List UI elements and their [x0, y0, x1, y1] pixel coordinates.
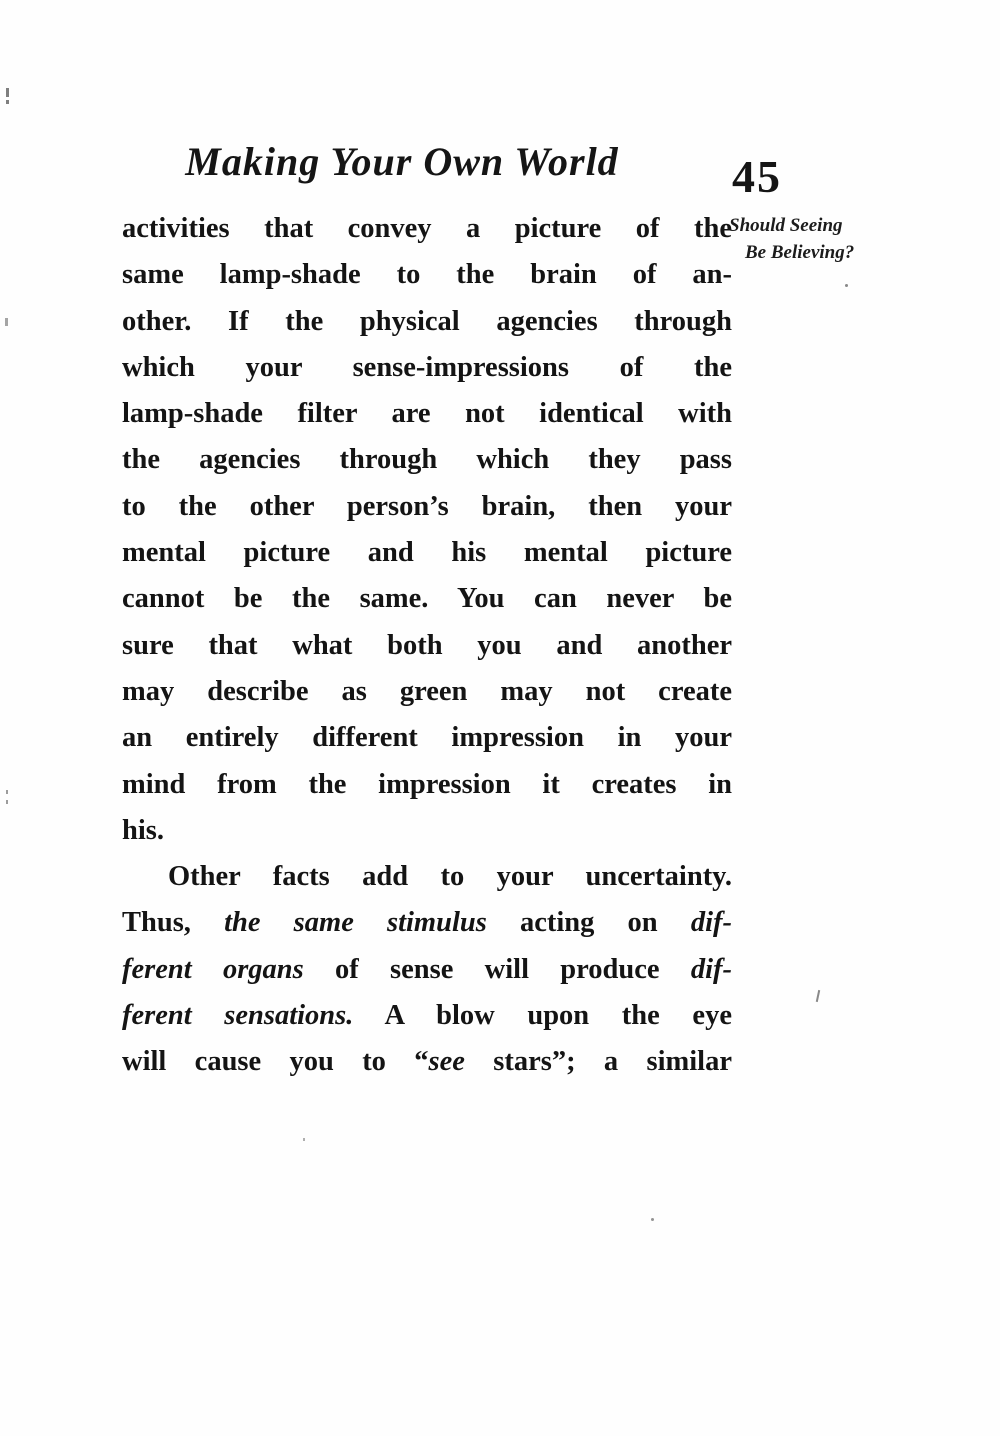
- scan-artifact: [6, 100, 9, 104]
- text-segment: will cause you to “: [122, 1046, 429, 1078]
- text-segment-italic: ferent organs: [122, 953, 304, 985]
- text-line: other. If the physical agencies through: [122, 305, 732, 337]
- page-number: 45: [732, 151, 782, 202]
- text-segment: A blow upon the eye: [353, 1000, 732, 1032]
- text-segment-italic: dif-: [690, 907, 732, 939]
- scan-artifact: [845, 284, 848, 287]
- text-segment-italic: dif-: [690, 953, 732, 985]
- text-line: an entirely different impression in your: [122, 722, 732, 754]
- margin-note-line: Should Seeing: [729, 215, 843, 236]
- text-line: mental picture and his mental picture: [122, 537, 732, 569]
- paragraph-1: [122, 206, 732, 854]
- text-line: same lamp-shade to the brain of an-: [122, 259, 732, 291]
- text-segment: Thus,: [122, 907, 225, 939]
- text-line: mind from the impression it creates in: [122, 768, 732, 800]
- paragraph-2: [122, 854, 732, 1085]
- text-line: [122, 993, 732, 1039]
- text-line: [122, 947, 732, 993]
- text-segment-italic: see: [428, 1046, 465, 1078]
- text-line: cannot be the same. You can never be: [122, 583, 732, 615]
- text-segment: of sense will produce: [303, 953, 691, 985]
- scan-artifact: [6, 790, 8, 794]
- scan-artifact: [6, 800, 8, 804]
- text-line: to the other person’s brain, then your: [122, 490, 732, 522]
- text-line: [122, 900, 732, 946]
- scan-artifact: [303, 1138, 305, 1141]
- scan-artifact: [6, 88, 9, 97]
- margin-note-line: Be Believing?: [745, 242, 855, 263]
- running-head-title: Making Your Own World: [185, 139, 619, 184]
- text-line: may describe as green may not create: [122, 675, 732, 707]
- text-segment-italic: the same stimulus: [224, 907, 487, 939]
- scan-artifact: [5, 318, 8, 326]
- text-segment-italic: ferent sensations.: [122, 1000, 354, 1032]
- text-line: activities that convey a picture of the: [122, 213, 732, 244]
- text-segment: acting on: [486, 907, 691, 939]
- margin-note: [729, 212, 899, 266]
- text-line: [122, 1039, 732, 1085]
- text-line: which your sense-impressions of the: [122, 351, 732, 383]
- text-segment: stars”; a similar: [464, 1046, 732, 1078]
- text-line: the agencies through which they pass: [122, 444, 732, 476]
- body-text: [122, 206, 732, 1086]
- text-line: his.: [122, 814, 164, 846]
- scan-artifact: [651, 1218, 654, 1221]
- text-line: Other facts add to your uncertainty.: [168, 861, 732, 893]
- scan-artifact: [816, 990, 820, 1002]
- text-line: lamp-shade filter are not identical with: [122, 398, 732, 430]
- text-line: sure that what both you and another: [122, 629, 732, 661]
